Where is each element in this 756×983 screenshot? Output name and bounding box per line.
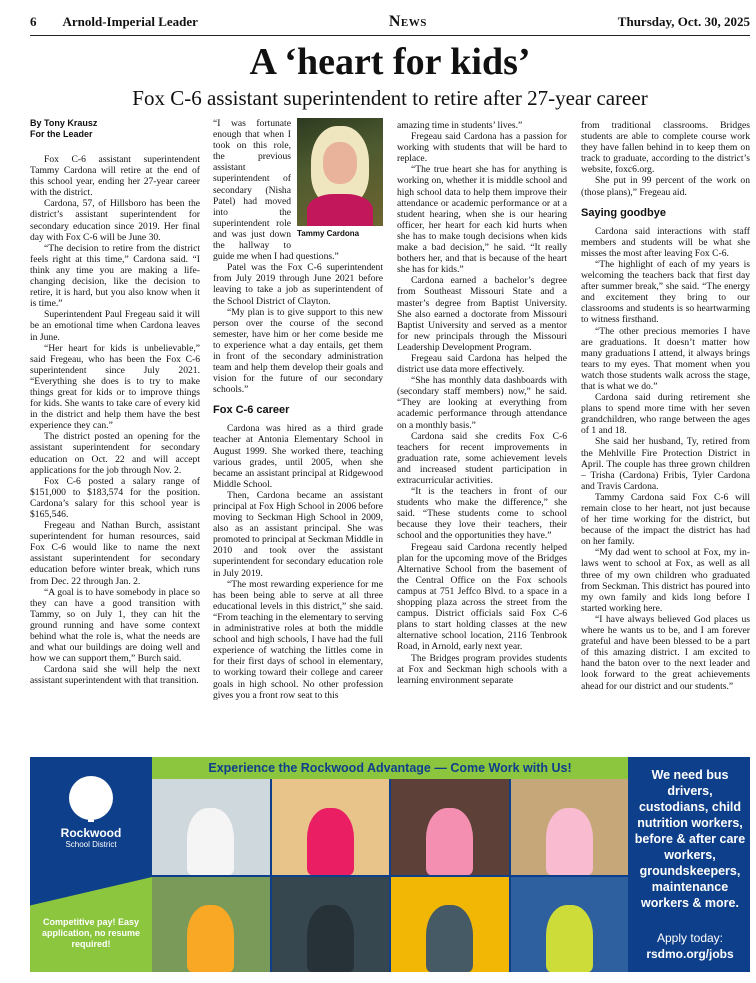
paragraph: Cardona said she credits Fox C-6 teachers for recent improvements in graduation rate, some achievement levels and increased student participation in extracurricular activities.	[397, 430, 567, 486]
paragraph: “The highlight of each of my years is welcoming the teachers back that first day after summer break,” she said. “The energy and excitement they bring to our classrooms and students is so heartwarming to witness firsthand.	[581, 258, 750, 326]
subhead-career: Fox C-6 career	[213, 404, 290, 417]
paragraph: “A goal is to have somebody in place so they can have a good transition with Tammy, so on July 1, they can hit the ground running and have some context behind what the role is, what the needs are and what our buildings are doing well and how we can support them,” Burch said.	[30, 586, 200, 665]
paragraph: Fregeau and Nathan Burch, assistant superintendent for human resources, said Fox C-6 would like to name the next assistant superintendent for secondary education before winter break, which runs from Dec. 22 through Jan. 2.	[30, 520, 200, 587]
paragraph: Then, Cardona became an assistant principal at Fox High School in 2006 before moving to Seckman High School in 2009, also as an assistant principal. She was promoted to principal at Seckman Middle in 2010 and took over the assistant superintendent for secondary education role in July 2019.	[213, 489, 383, 579]
paragraph: Cardona earned a bachelor’s degree from Southeast Missouri State and a master’s degree from Baptist University. She also earned a doctorate from Missouri Baptist University and served as a mentor for new principals through the Missouri Leadership Development Program.	[397, 275, 567, 353]
paragraph: The Bridges program provides students at Fox and Seckman high schools with a learning environment separate	[397, 652, 567, 686]
paragraph: amazing time in students’ lives.”	[397, 120, 523, 131]
section-name: News	[388, 13, 427, 30]
paragraph: “I was fortunate enough that when I took on this role, the previous assistant superintendent of secondary (Nisha Patel) had moved into the superintendent role and was just down the hallway to guide me when I had questions.”	[213, 118, 339, 263]
column-4	[581, 120, 750, 692]
page-number: 6	[30, 14, 37, 29]
paragraph: “The other precious memories I have are graduations. It doesn’t matter how many graduations I attend, it always brings tears to my eyes. That moment when you watch those students walk across the stage, that is what we do.”	[581, 325, 750, 392]
ad-banner: Experience the Rockwood Advantage — Come Work with Us!	[152, 757, 628, 779]
paragraph: Cardona said interactions with staff members and students will be what she misses the most after leaving Fox C-6.	[581, 225, 750, 259]
portrait-photo	[297, 118, 383, 239]
paragraph: Superintendent Paul Fregeau said it will be an emotional time when Cardona leaves in June.	[30, 309, 200, 343]
paragraph: Cardona was hired as a third grade teacher at Antonia Elementary School in August 1999. She worked there, teaching various grades, until 2005, when she became an assistant principal at Ridgewood Middle School.	[213, 423, 383, 490]
paragraph: Fregeau said Cardona has a passion for working with students that will be hard to replace.	[397, 131, 567, 165]
ad-photo-3	[391, 779, 509, 875]
paragraph: “It is the teachers in front of our students who make the difference,” she said. “These students come to school because they love their teachers, their school and the opportunities they have.”	[397, 486, 567, 542]
column-1	[30, 118, 200, 687]
ad-photo-4	[511, 779, 629, 875]
ad-photo-collage	[152, 779, 628, 972]
paragraph: “My dad went to school at Fox, my in-laws went to school at Fox, as well as all three of my own children who graduated from Seckman. This district has poured into my own family and kids long before I started working here.	[581, 547, 750, 614]
paragraph: She said her husband, Ty, retired from the Mehlville Fire Protection District in April. The couple has three grown children – Trisha (Cardona) Fribis, Tyler Cardona and Travis Cardona.	[581, 436, 750, 492]
paragraph: Fox C-6 posted a salary range of $151,000 to $183,574 for the position. Cardona’s salary for this school year is $165,546.	[30, 475, 200, 520]
ad-photo-7	[391, 877, 509, 973]
ad-photo-1	[152, 779, 270, 875]
paragraph: “The decision to retire from the district feels right at this time,” Cardona said. “I think any time you are making a life-changing decision, like the decision to retire, it is hard, but you also know when it is time.”	[30, 242, 200, 310]
photo-caption: Tammy Cardona	[297, 229, 360, 238]
column-2	[213, 118, 383, 701]
paragraph: The district posted an opening for the assistant superintendent for secondary education on Oct. 22 and will accept applications for the job through Nov. 2.	[30, 431, 200, 476]
ad-jobs-list: We need bus drivers, custodians, child nutrition workers, before & after care workers, groundskeepers, maintenance workers & more.	[634, 768, 746, 910]
ad-photo-2	[272, 779, 390, 875]
paragraph: She put in 99 percent of the work on (those plans),” Fregeau aid.	[581, 175, 750, 198]
portrait-image	[297, 118, 383, 226]
paragraph: “The most rewarding experience for me has been being able to serve at all three educational levels in this district,” she said. “From teaching in the elementary to serving in administrative roles at both the middle school and high schools, I have had the full experience of watching the littles come in for their first days of school in elementary, to working toward their college and career goals in high school. No other profession gives you a front row seat to this	[213, 578, 383, 701]
paragraph: Fregeau said Cardona recently helped plan for the upcoming move of the Bridges Alternative School from the basement of the Central Office on the Fox schools campus at 751 Jeffco Blvd. to a space in a shopping plaza across the street from the campus. District officials said Fox C-6 plans to start holding classes at the new alternative school location, 2116 Tenbrook Road, in Arnold, early next year.	[397, 541, 567, 653]
byline: By Tony Krausz For the Leader	[30, 118, 98, 139]
page-header	[30, 10, 750, 34]
rockwood-ad[interactable]	[30, 757, 750, 972]
paragraph: “My plan is to give support to this new person over the course of the second semester, have him or her come beside me to experience what a day entails, get them in front of the secondary administration team and help them develop their goals and vision for the future of our secondary schools.”	[213, 306, 383, 396]
paragraph: Patel was the Fox C-6 superintendent from July 2019 through June 2021 before leaving to take a job as superintendent of the School District of Clayton.	[213, 262, 383, 307]
ad-photo-8	[511, 877, 629, 973]
deck: Fox C-6 assistant superintendent to retire after 27-year career	[132, 86, 648, 110]
paragraph: “Her heart for kids is unbelievable,” said Fregeau, who has been the Fox C-6 superintendent since July 2021. “Everything she does is to try to make things great for kids or to improve things for kids. She wants to take care of every kid in the district and help them have the best experience they can.”	[30, 342, 200, 432]
ad-apply[interactable]: Apply today: rsdmo.org/jobs	[634, 930, 746, 962]
paragraph: “I have always believed God places us where he wants us to be, and I am forever grateful and have been blessed to be a part of this amazing district. I am excited to hand the baton over to the next leader and look forward to the great achievements ahead for our district and our students.”	[581, 613, 750, 692]
ad-url-link[interactable]: rsdmo.org/jobs	[646, 947, 734, 961]
tree-icon	[69, 776, 113, 820]
header-rule	[30, 35, 750, 36]
paper-name: Arnold-Imperial Leader	[62, 14, 198, 29]
paragraph: Fregeau said Cardona has helped the district use data more effectively.	[397, 352, 567, 376]
paragraph: Cardona, 57, of Hillsboro has been the district’s assistant superintendent for secondary education since 2019. Her final day with Fox C-6 will be June 30.	[30, 198, 200, 243]
paragraph: Cardona said she will help the next assistant superintendent with that transition.	[30, 664, 200, 687]
paragraph: from traditional classrooms. Bridges students are able to complete course work they have fallen behind in to keep them on track to graduate, according to the district’s website, foxc6.org.	[581, 120, 750, 176]
subhead-goodbye: Saying goodbye	[581, 206, 666, 219]
ad-photo-6	[272, 877, 390, 973]
rockwood-logo: Rockwood School District	[30, 757, 152, 867]
ad-photo-5	[152, 877, 270, 973]
column-3	[397, 120, 567, 686]
ad-jobs-panel	[630, 757, 750, 972]
headline: A ‘heart for kids’	[249, 41, 531, 83]
paragraph: Fox C-6 assistant superintendent Tammy Cardona will retire at the end of this school year, ending her 27-year career with the district.	[30, 154, 200, 199]
paragraph: Tammy Cardona said Fox C-6 will remain close to her heart, not just because of her time working for the district, but because of the impact the district has had on her family.	[581, 491, 750, 548]
paragraph: Cardona said during retirement she plans to spend more time with her seven grandchildren, who range between the ages of 1 and 18.	[581, 392, 750, 437]
paragraph: “The true heart she has for anything is working on, whether it is middle school and high school data to help them improve their attendance or academic performance or at a student hearing, when she is our hearing officer, her heart for each kid hurts when she has to make tough decisions when kids make a bad decision,” he said. “It really bothers her, and that is because of the heart she has for kids.”	[397, 164, 567, 276]
paragraph: “She has monthly data dashboards with (secondary staff members) now,” he said. “They are looking at everything from academic performance through attendance on a monthly basis.”	[397, 375, 567, 431]
issue-date: Thursday, Oct. 30, 2025	[617, 14, 750, 29]
ad-green-text: Competitive pay! Easy application, no resume required!	[41, 917, 141, 949]
